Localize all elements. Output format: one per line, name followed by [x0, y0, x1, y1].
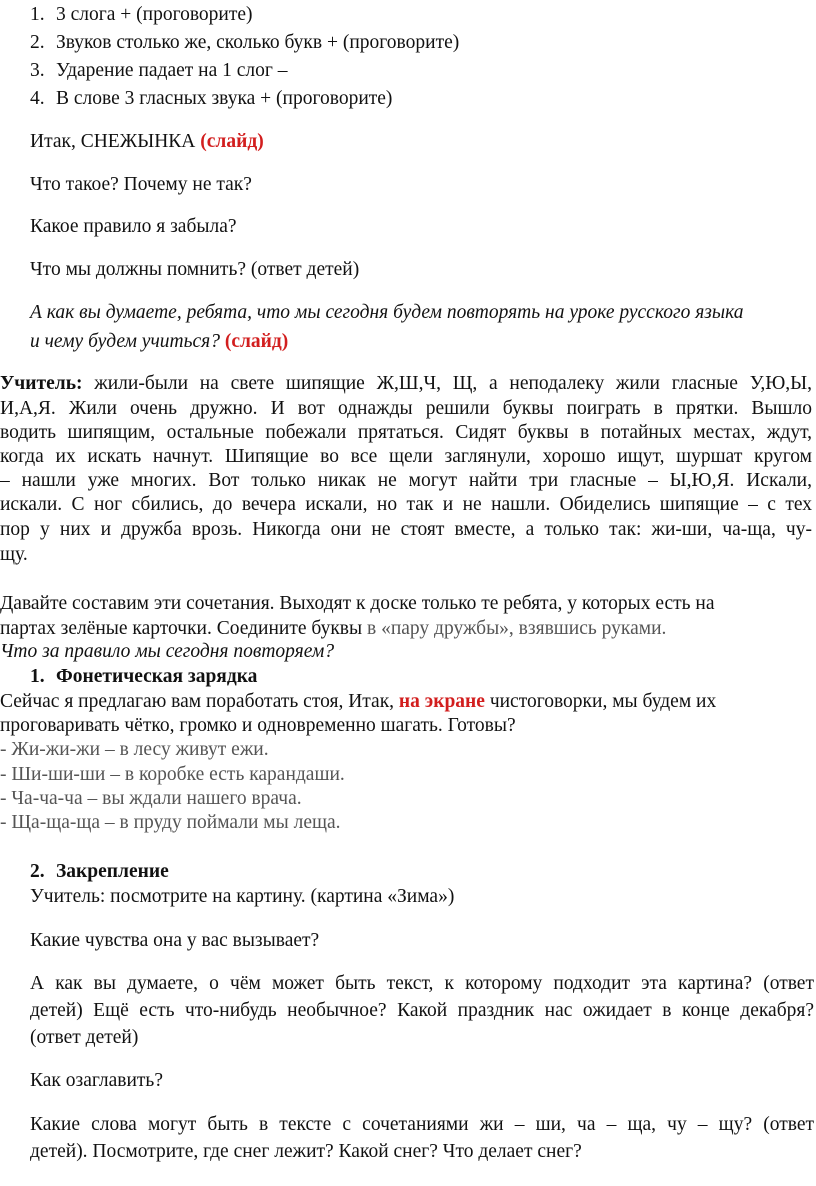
section-heading-2 — [30, 860, 169, 884]
list-text: Звуков столько же, сколько букв + (проговорите) — [56, 32, 460, 53]
consolidation-line: детей). Посмотрите, где снег лежит? Какой снег? Что делает снег? — [30, 1141, 582, 1162]
list-item-3 — [30, 59, 288, 83]
tongue-twister — [0, 763, 345, 787]
teacher-line: водить шипящим, остальные побежали прятаться. Сидят буквы в потайных местах, ждут, — [0, 422, 812, 443]
question-line: Что такое? Почему не так? — [30, 174, 252, 195]
compose-line: Давайте составим эти сочетания. Выходят к доске только те ребята, у которых есть на — [0, 593, 715, 614]
itak-text: Итак, СНЕЖЫНКА — [30, 131, 201, 152]
teacher-line: – нашли уже многих. Вот только никак не могут найти три гласные – Ы,Ю,Я. Искали, — [0, 470, 812, 491]
tongue-twister-text: Ши-ши-ши – в коробке есть карандаши. — [11, 764, 345, 785]
teacher-line: когда их искать начнут. Шипящие во все щели заглянули, хорошо ищут, шуршат кругом — [0, 446, 812, 467]
compose-question: Что за правило мы сегодня повторяем? — [0, 641, 335, 662]
section-title: Закрепление — [56, 861, 169, 882]
italic-question-line: А как вы думаете, ребята, что мы сегодня будем повторять на уроке русского языка — [30, 302, 744, 323]
teacher-line — [0, 372, 812, 396]
compose-line — [0, 617, 666, 641]
warmup-line — [0, 690, 716, 714]
compose-text-gray: в «пару дружбы», взявшись руками. — [367, 618, 667, 639]
teacher-line: искали. С ног сбились, до вечера искали, но так и не нашли. Обиделись шипящие – с тех — [0, 494, 812, 515]
consolidation-line: детей) Ещё есть что-нибудь необычное? Какой праздник нас ожидает в конце декабря? — [30, 1000, 814, 1021]
tongue-twister-text: Ча-ча-ча – вы ждали нашего врача. — [11, 788, 302, 809]
consolidation-line: Учитель: посмотрите на картину. (картина «Зима») — [30, 886, 455, 907]
slide-marker: (слайд) — [200, 131, 264, 152]
section-heading-1 — [30, 665, 257, 689]
list-number: 2. — [30, 32, 45, 53]
teacher-label: Учитель: — [0, 373, 83, 394]
section-number: 1. — [30, 666, 45, 687]
consolidation-line: Какие слова могут быть в тексте с сочетаниями жи – ши, ча – ща, чу – щу? (ответ — [30, 1114, 814, 1135]
consolidation-line: (ответ детей) — [30, 1027, 139, 1048]
question-line: Какое правило я забыла? — [30, 216, 237, 237]
list-text: В слове 3 гласных звука + (проговорите) — [56, 88, 393, 109]
list-number: 3. — [30, 60, 45, 81]
warmup-line: проговаривать чётко, громко и одновременно шагать. Готовы? — [0, 715, 516, 736]
italic-question-text: и чему будем учиться? — [30, 331, 225, 352]
italic-question-line — [30, 330, 288, 354]
tongue-twister — [0, 811, 341, 835]
list-item-2 — [30, 31, 459, 55]
on-screen-marker: на экране — [398, 691, 485, 712]
dash: - — [0, 739, 12, 760]
dash: - — [0, 812, 12, 833]
list-number: 1. — [30, 4, 45, 25]
section-number: 2. — [30, 861, 45, 882]
list-text: Ударение падает на 1 слог – — [56, 60, 288, 81]
teacher-text: жили-были на свете шипящие Ж,Ш,Ч, Щ, а неподалеку жили гласные У,Ю,Ы, — [82, 373, 812, 394]
teacher-line: И,А,Я. Жили очень дружно. И вот однажды решили буквы поиграть в прятки. Вышло — [0, 398, 812, 419]
consolidation-line: А как вы думаете, о чём может быть текст, к которому подходит эта картина? (ответ — [30, 973, 814, 994]
dash: - — [0, 764, 12, 785]
tongue-twister-text: Ща-ща-ща – в пруду поймали мы леща. — [11, 812, 341, 833]
tongue-twister-text: Жи-жи-жи – в лесу живут ежи. — [11, 739, 269, 760]
warmup-text: Сейчас я предлагаю вам поработать стоя, Итак, — [0, 691, 399, 712]
slide-marker: (слайд) — [224, 331, 289, 352]
tongue-twister — [0, 738, 269, 762]
warmup-text: чистоговорки, мы будем их — [484, 691, 717, 712]
question-line: Что мы должны помнить? (ответ детей) — [30, 259, 360, 280]
compose-text: партах зелёные карточки. Соедините буквы — [0, 618, 367, 639]
list-text: 3 слога + (проговорите) — [56, 4, 253, 25]
list-item-4 — [30, 87, 392, 111]
itak-line — [30, 130, 264, 154]
teacher-line: щу. — [0, 544, 28, 565]
list-item-1 — [30, 3, 253, 27]
section-title: Фонетическая зарядка — [56, 666, 258, 687]
list-number: 4. — [30, 88, 45, 109]
consolidation-line: Какие чувства она у вас вызывает? — [30, 930, 320, 951]
tongue-twister — [0, 787, 302, 811]
teacher-line: пор у них и дружба врозь. Никогда они не стоят вместе, а только так: жи-ши, ча-ща, чу- — [0, 519, 812, 540]
consolidation-line: Как озаглавить? — [30, 1070, 163, 1091]
dash: - — [0, 788, 12, 809]
